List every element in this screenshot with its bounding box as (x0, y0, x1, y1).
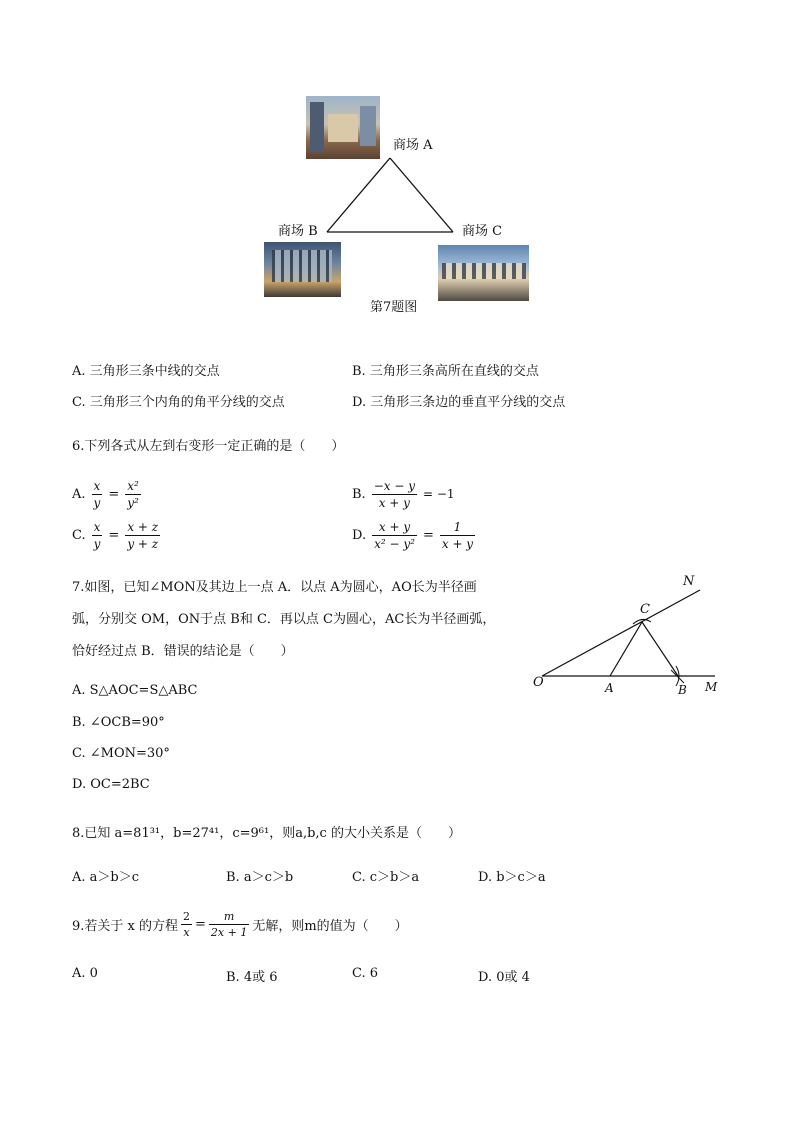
q8-option-c: C. c＞b＞a (352, 870, 420, 885)
q9-frac2-den: 2x + 1 (210, 925, 248, 939)
q5-option-d: D. 三角形三条边的垂直平分线的交点 (352, 395, 566, 410)
q9-frac1-num: 2 (183, 909, 190, 923)
q7-stem-line1: 7.如图，已知∠MON及其边上一点 A．以点 A为圆心，AO长为半径画 (72, 580, 477, 595)
q9-frac-right (209, 911, 249, 938)
q6-b-rhs: = −1 (422, 487, 455, 501)
q6-option-c (72, 515, 160, 555)
q6-c-den1: y (93, 536, 101, 551)
fig-label-o: O (533, 675, 544, 690)
q5-option-c: C. 三角形三个内角的角平分线的交点 (72, 395, 285, 410)
q9-frac-left (181, 911, 192, 938)
q9-stem-pre: 9.若关于 x 的方程 (72, 918, 178, 934)
q6-a-label: A. (72, 486, 86, 502)
q5-option-b: B. 三角形三条高所在直线的交点 (352, 364, 539, 379)
q6-d-frac-right (440, 521, 475, 550)
q6-a-den1: y (93, 495, 101, 510)
triangle-edge-ab (327, 158, 390, 232)
ray-on (542, 590, 700, 676)
q7-option-d: D. OC=2BC (72, 777, 150, 792)
fig-label-c: C (640, 602, 650, 617)
q6-option-b (352, 474, 455, 514)
q9-option-d: D. 0或 4 (478, 970, 530, 985)
q8-option-a: A. a＞b＞c (72, 870, 140, 885)
q6-d-den1: x² − y² (374, 536, 415, 551)
q7-option-b: B. ∠OCB=90° (72, 715, 165, 730)
fig-label-n: N (683, 574, 695, 589)
q9-option-a: A. 0 (72, 966, 98, 981)
q6-a-frac-right (125, 480, 141, 509)
q7-option-a: A. S△AOC=S△ABC (72, 683, 198, 698)
q9-stem-post: 无解，则m的值为（ ） (252, 918, 408, 934)
q6-d-eq: = (422, 527, 434, 543)
q6-c-frac-right (125, 521, 160, 550)
q7-option-c: C. ∠MON=30° (72, 746, 170, 761)
q6-a-frac-left (92, 480, 103, 509)
q9-option-b: B. 4或 6 (226, 970, 278, 985)
q6-d-frac-left (372, 521, 417, 550)
q8-option-d: D. b＞c＞a (478, 870, 546, 885)
q6-c-den2: y + z (127, 536, 159, 551)
q7-stem-line3: 恰好经过点 B．错误的结论是（ ） (72, 644, 294, 659)
mall-b-label: 商场 B (278, 224, 318, 239)
q6-b-frac (372, 480, 417, 509)
q6-c-label: C. (72, 527, 86, 543)
mall-triangle (0, 0, 794, 320)
q6-c-num1: x (93, 519, 101, 534)
triangle-edge-ac (390, 158, 453, 232)
q6-d-den2: x + y (441, 536, 474, 551)
q6-d-num2: 1 (440, 521, 475, 536)
q9-frac1-den: x (183, 925, 190, 939)
q6-option-d (352, 515, 475, 555)
figure-caption: 第7题图 (370, 300, 418, 315)
q9-option-c: C. 6 (352, 966, 379, 981)
fig-label-a: A (605, 681, 614, 695)
q6-b-label: B. (352, 486, 366, 502)
q9-stem (72, 904, 408, 944)
fig-label-m: M (705, 680, 718, 694)
q6-d-label: D. (352, 527, 367, 543)
q6-d-num1: x + y (372, 521, 417, 536)
mall-a-label: 商场 A (393, 138, 433, 153)
q6-a-eq: = (108, 486, 120, 502)
q6-c-eq: = (108, 527, 120, 543)
q5-option-a: A. 三角形三条中线的交点 (72, 364, 220, 379)
fig-label-b: B (678, 683, 687, 697)
mall-c-label: 商场 C (462, 224, 503, 239)
q6-a-num2: x² (125, 480, 141, 495)
q6-c-frac-left (92, 521, 103, 550)
q7-stem-line2: 弧，分别交 OM，ON于点 B和 C．再以点 C为圆心，AC长为半径画弧， (72, 612, 496, 627)
q6-a-den2: y² (127, 495, 139, 510)
q6-a-num1: x (93, 478, 101, 493)
q9-eq: = (195, 916, 206, 932)
q6-b-num: −x − y (373, 478, 415, 493)
q6-stem: 6.下列各式从左到右变形一定正确的是（ ） (72, 439, 345, 454)
q6-option-a (72, 474, 141, 514)
q9-frac2-num: m (209, 911, 249, 925)
q8-option-b: B. a＞c＞b (226, 870, 294, 885)
q8-stem: 8.已知 a=81³¹，b=27⁴¹，c=9⁶¹，则a,b,c 的大小关系是（ ） (72, 826, 461, 841)
q6-c-num2: x + z (125, 521, 160, 536)
segment-cb (642, 622, 678, 676)
q6-b-den: x + y (378, 495, 410, 510)
